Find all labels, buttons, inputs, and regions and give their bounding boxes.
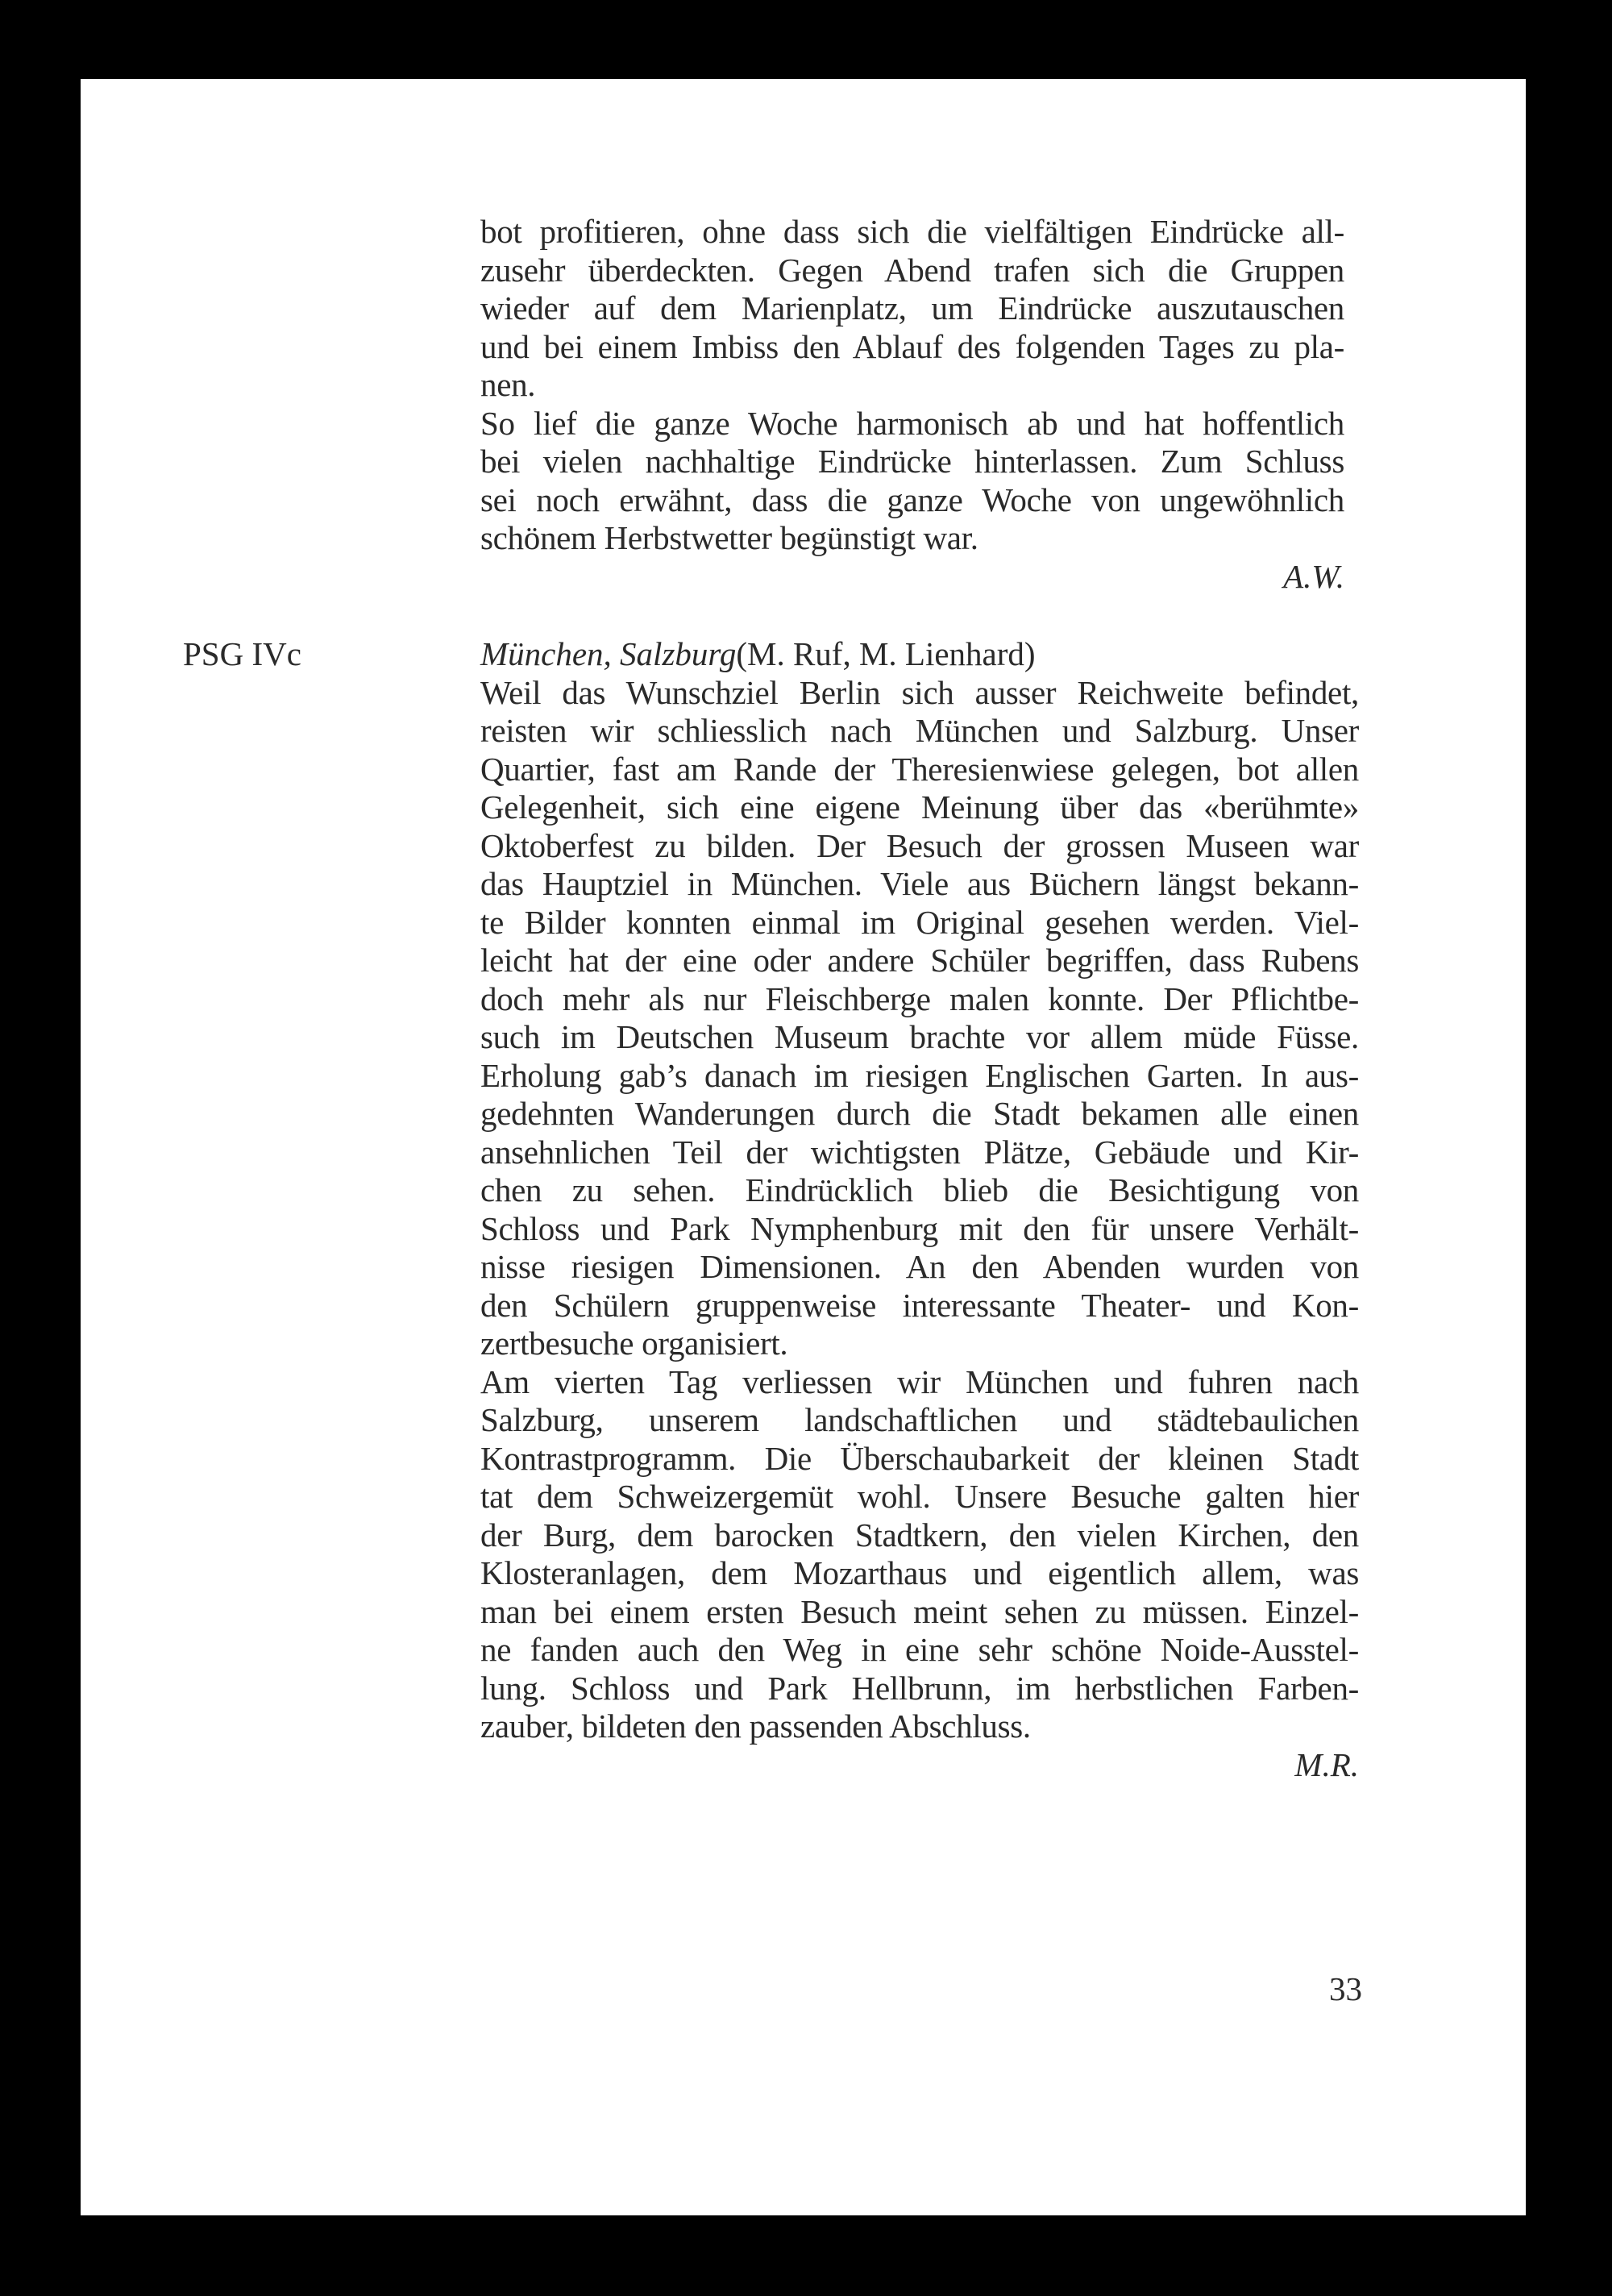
text-line: zertbesuche organisiert. — [480, 1325, 788, 1362]
text-line: ansehnlichen Teil der wichtigsten Plätze, Gebäude und Kir- — [480, 1133, 1359, 1171]
report-title: München, Salzburg — [480, 635, 737, 672]
text-line: schönem Herbstwetter begünstigt war. — [480, 519, 978, 556]
text-line: und bei einem Imbiss den Ablauf des folgenden Tages zu pla- — [480, 327, 1344, 365]
text-line: So lief die ganze Woche harmonisch ab und hat hoffentlich — [480, 404, 1344, 442]
text-line: ne fanden auch den Weg in eine sehr schöne Noide-Ausstel- — [480, 1631, 1359, 1668]
paragraph-lines — [480, 213, 1344, 558]
document-page — [81, 79, 1526, 2215]
text-line: bei vielen nachhaltige Eindrücke hinterlassen. Zum Schluss — [480, 443, 1344, 480]
text-line: das Hauptziel in München. Viele aus Büchern längst bekann- — [480, 865, 1359, 902]
text-line: man bei einem ersten Besuch meint sehen zu müssen. Einzel- — [480, 1592, 1359, 1630]
text-line: den Schülern gruppenweise interessante Theater- und Kon- — [480, 1286, 1359, 1324]
text-line: tat dem Schweizergemüt wohl. Unsere Besuche galten hier — [480, 1478, 1359, 1515]
text-line: nisse riesigen Dimensionen. An den Abenden wurden von — [480, 1248, 1359, 1285]
text-line: Weil das Wunschziel Berlin sich ausser Reichweite befindet, — [480, 673, 1359, 711]
text-line: zusehr überdeckten. Gegen Abend trafen sich die Gruppen — [480, 251, 1344, 289]
text-line: such im Deutschen Museum brachte vor allem müde Füsse. — [480, 1018, 1359, 1055]
text-line: bot profitieren, ohne dass sich die vielfältigen Eindrücke all- — [480, 213, 1344, 250]
text-line: Schloss und Park Nymphenburg mit den für unsere Verhält- — [480, 1209, 1359, 1247]
text-line: der Burg, dem barocken Stadtkern, den vielen Kirchen, den — [480, 1516, 1359, 1554]
text-line: Erholung gab’s danach im riesigen Englischen Garten. In aus- — [480, 1056, 1359, 1094]
text-line: chen zu sehen. Eindrücklich blieb die Besichtigung von — [480, 1171, 1359, 1208]
author-signature: M.R. — [1294, 1745, 1359, 1783]
text-line: zauber, bildeten den passenden Abschluss. — [480, 1707, 1031, 1745]
text-line: reisten wir schliesslich nach München und Salzburg. Unser — [480, 712, 1359, 749]
text-line: nen. — [480, 366, 536, 403]
text-line: Am vierten Tag verliessen wir München und fuhren nach — [480, 1362, 1359, 1400]
paragraph-lines — [480, 674, 1359, 1746]
report-heading — [480, 635, 1359, 674]
text-line: sei noch erwähnt, dass die ganze Woche von ungewöhnlich — [480, 480, 1344, 518]
text-line: Gelegenheit, sich eine eigene Meinung über das «berühmte» — [480, 788, 1359, 826]
report-muenchen-salzburg — [480, 635, 1359, 1784]
text-line: Oktoberfest zu bilden. Der Besuch der grossen Museen war — [480, 826, 1359, 864]
text-line: doch mehr als nur Fleischberge malen konnte. Der Pflichtbe- — [480, 980, 1359, 1017]
text-line: leicht hat der eine oder andere Schüler begriffen, dass Rubens — [480, 942, 1359, 979]
text-line: Kontrastprogramm. Die Überschaubarkeit der kleinen Stadt — [480, 1439, 1359, 1477]
text-line: wieder auf dem Marienplatz, um Eindrücke auszutauschen — [480, 289, 1344, 327]
text-line: Klosteranlagen, dem Mozarthaus und eigentlich allem, was — [480, 1554, 1359, 1591]
class-label: PSG IVc — [183, 635, 301, 672]
report-continuation — [480, 213, 1344, 596]
author-signature: A.W. — [1283, 557, 1344, 595]
text-line: Salzburg, unserem landschaftlichen und städtebaulichen — [480, 1401, 1359, 1438]
page-number: 33 — [1329, 1970, 1362, 2007]
report-authors: (M. Ruf, M. Lienhard) — [736, 635, 1036, 672]
text-line: lung. Schloss und Park Hellbrunn, im herbstlichen Farben- — [480, 1669, 1359, 1707]
text-line: te Bilder konnten einmal im Original gesehen werden. Viel- — [480, 903, 1359, 941]
text-line: gedehnten Wanderungen durch die Stadt bekamen alle einen — [480, 1095, 1359, 1132]
text-line: Quartier, fast am Rande der Theresienwiese gelegen, bot allen — [480, 750, 1359, 788]
